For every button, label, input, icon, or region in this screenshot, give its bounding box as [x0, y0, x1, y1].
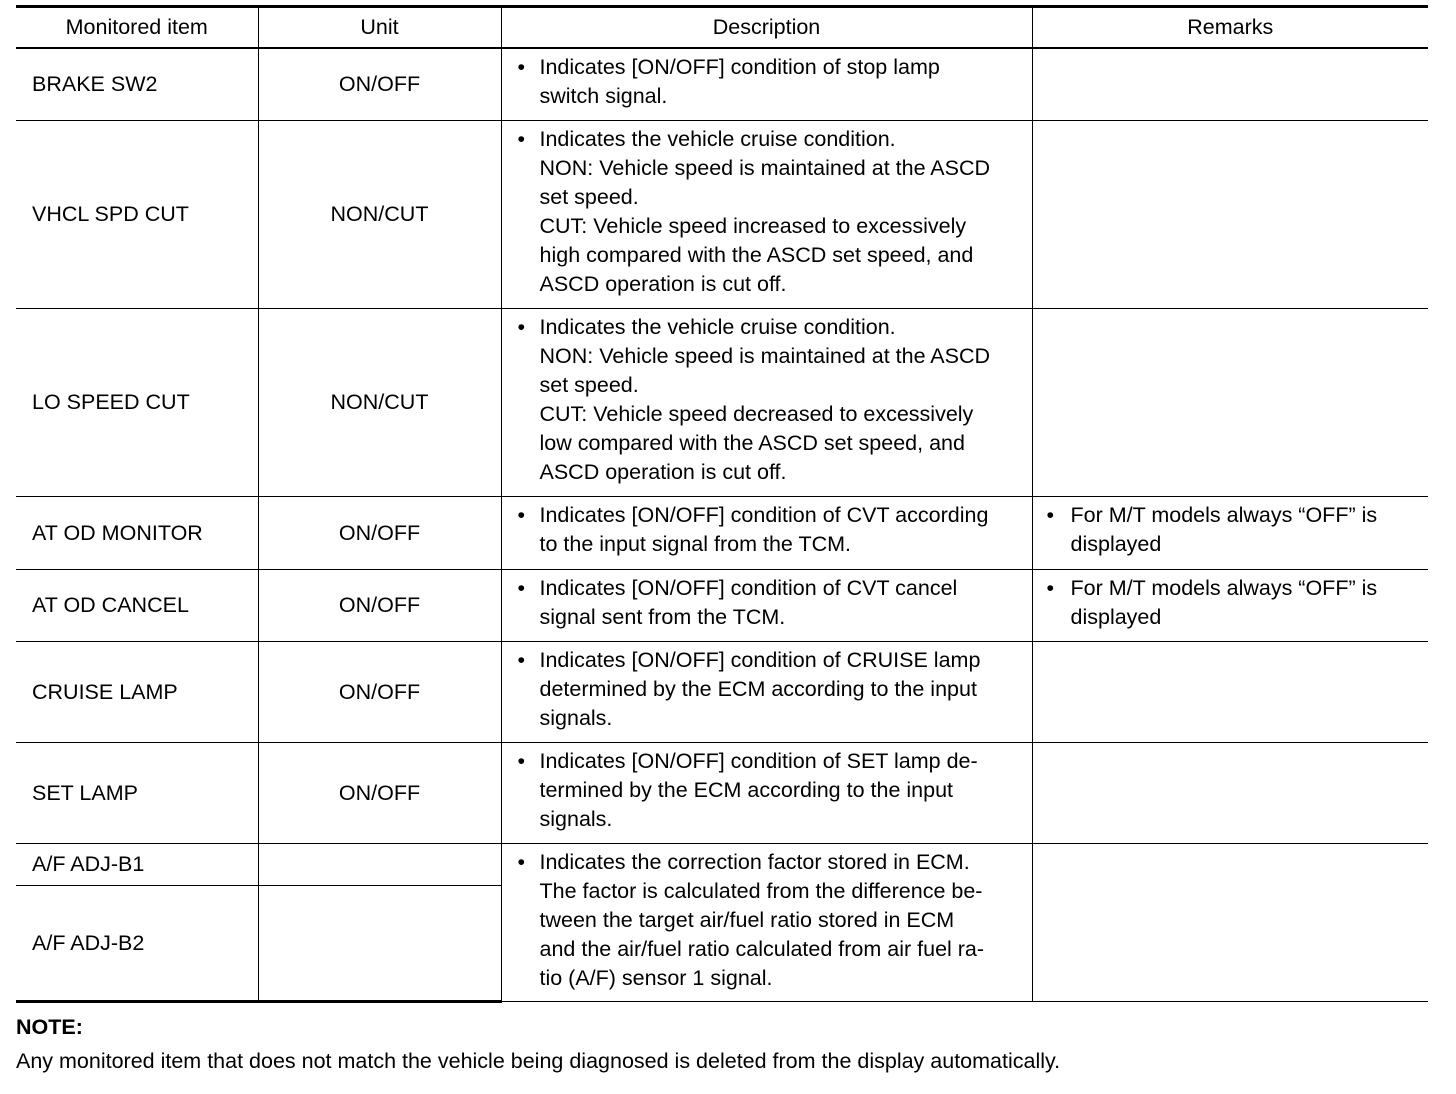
remarks-cell: [1032, 570, 1428, 642]
description-cell: [501, 48, 1032, 121]
header-monitored-item: Monitored item: [16, 7, 258, 48]
text-line: displayed: [1070, 605, 1162, 629]
bullet-dot: •: [517, 576, 526, 600]
bullet-dot: •: [517, 315, 526, 339]
monitored-item-cell: A/F ADJ-B1: [16, 844, 258, 886]
text-line: Indicates [ON/OFF] condition of CVT cancel: [539, 576, 958, 600]
text-line: ASCD operation is cut off.: [539, 272, 787, 296]
bullet-dot: •: [1046, 576, 1055, 600]
text-line: Indicates [ON/OFF] condition of CRUISE lamp: [539, 648, 981, 672]
remarks-cell: [1032, 497, 1428, 570]
description-cell: [501, 642, 1032, 743]
bullet-item: [502, 313, 1032, 487]
unit-cell: ON/OFF: [258, 642, 501, 743]
remarks-cell: [1032, 743, 1428, 844]
description-cell: [501, 570, 1032, 642]
description-cell: [501, 121, 1032, 309]
text-line: to the input signal from the TCM.: [539, 532, 851, 556]
monitored-item-cell: AT OD MONITOR: [16, 497, 258, 570]
monitor-item-table-container: [16, 5, 1428, 1003]
table-row: [16, 844, 1428, 886]
table-row: [16, 497, 1428, 570]
text-line: and the air/fuel ratio calculated from air fuel ra-: [539, 937, 985, 961]
note-title: NOTE:: [16, 1015, 83, 1039]
table-body: [16, 48, 1428, 1002]
bullet-item: [502, 574, 1032, 632]
bullet-dot: •: [517, 749, 526, 773]
monitored-item-cell: SET LAMP: [16, 743, 258, 844]
unit-cell: ON/OFF: [258, 743, 501, 844]
description-cell: [501, 844, 1032, 1002]
bullet-dot: •: [517, 850, 526, 874]
text-line: Indicates [ON/OFF] condition of CVT according: [539, 503, 989, 527]
monitored-item-cell: VHCL SPD CUT: [16, 121, 258, 309]
text-line: CUT: Vehicle speed decreased to excessively: [539, 402, 974, 426]
bullet-dot: •: [517, 127, 526, 151]
text-line: Indicates [ON/OFF] condition of SET lamp de-: [539, 749, 978, 773]
text-line: Indicates the correction factor stored in ECM.: [539, 850, 970, 874]
monitored-item-cell: LO SPEED CUT: [16, 309, 258, 497]
table-row: [16, 121, 1428, 309]
monitored-item-cell: AT OD CANCEL: [16, 570, 258, 642]
description-cell: [501, 497, 1032, 570]
text-line: NON: Vehicle speed is maintained at the ASCD: [539, 156, 991, 180]
text-line: Indicates [ON/OFF] condition of stop lamp: [539, 54, 940, 79]
unit-cell: [258, 844, 501, 886]
text-line: signal sent from the TCM.: [539, 605, 786, 629]
text-line: ASCD operation is cut off.: [539, 460, 787, 484]
unit-cell: ON/OFF: [258, 48, 501, 121]
text-line: Indicates the vehicle cruise condition.: [539, 127, 896, 151]
monitored-item-cell: CRUISE LAMP: [16, 642, 258, 743]
remarks-cell: [1032, 121, 1428, 309]
text-line: For M/T models always “OFF” is: [1070, 503, 1378, 527]
remarks-cell: [1032, 642, 1428, 743]
bullet-item: [502, 501, 1032, 559]
table-row: [16, 642, 1428, 743]
text-line: The factor is calculated from the difference be-: [539, 879, 983, 903]
header-unit: Unit: [258, 7, 501, 48]
bullet-dot: •: [517, 648, 526, 672]
unit-cell: NON/CUT: [258, 121, 501, 309]
bullet-dot: •: [1046, 503, 1055, 527]
unit-cell: ON/OFF: [258, 570, 501, 642]
bullet-item: [1033, 574, 1429, 632]
text-line: tween the target air/fuel ratio stored in ECM: [539, 908, 955, 932]
bullet-item: [502, 747, 1032, 834]
text-line: signals.: [539, 807, 613, 831]
remarks-cell: [1032, 48, 1428, 121]
bullet-item: [502, 53, 1032, 111]
text-line: set speed.: [539, 185, 639, 209]
text-line: low compared with the ASCD set speed, and: [539, 431, 965, 455]
text-line: NON: Vehicle speed is maintained at the ASCD: [539, 344, 991, 368]
note-section: [16, 1013, 1428, 1076]
text-line: tio (A/F) sensor 1 signal.: [539, 966, 773, 990]
text-line: displayed: [1070, 532, 1162, 556]
text-line: switch signal.: [539, 83, 668, 108]
text-line: determined by the ECM according to the input: [539, 677, 977, 701]
table-row: [16, 309, 1428, 497]
description-cell: [501, 743, 1032, 844]
text-line: For M/T models always “OFF” is: [1070, 576, 1378, 600]
unit-cell: ON/OFF: [258, 497, 501, 570]
remarks-cell: [1032, 844, 1428, 1002]
table-row: [16, 570, 1428, 642]
text-line: signals.: [539, 706, 613, 730]
bullet-item: [502, 125, 1032, 299]
bullet-item: [1033, 501, 1429, 559]
monitor-item-table: [16, 5, 1428, 1003]
bullet-item: [502, 848, 1032, 993]
unit-cell: [258, 886, 501, 1002]
text-line: high compared with the ASCD set speed, and: [539, 243, 974, 267]
text-line: Indicates the vehicle cruise condition.: [539, 315, 896, 339]
table-row: [16, 743, 1428, 844]
description-cell: [501, 309, 1032, 497]
text-line: termined by the ECM according to the input: [539, 778, 953, 802]
remarks-cell: [1032, 309, 1428, 497]
header-remarks: Remarks: [1032, 7, 1428, 48]
monitored-item-cell: BRAKE SW2: [16, 48, 258, 121]
table-row: [16, 48, 1428, 121]
bullet-dot: •: [517, 54, 526, 79]
monitored-item-cell: A/F ADJ-B2: [16, 886, 258, 1002]
bullet-item: [502, 646, 1032, 733]
text-line: CUT: Vehicle speed increased to excessively: [539, 214, 967, 238]
table-header-row: [16, 7, 1428, 48]
note-text: Any monitored item that does not match the vehicle being diagnosed is deleted from the display automatically.: [16, 1049, 1061, 1073]
header-description: Description: [501, 7, 1032, 48]
unit-cell: NON/CUT: [258, 309, 501, 497]
text-line: set speed.: [539, 373, 639, 397]
bullet-dot: •: [517, 503, 526, 527]
